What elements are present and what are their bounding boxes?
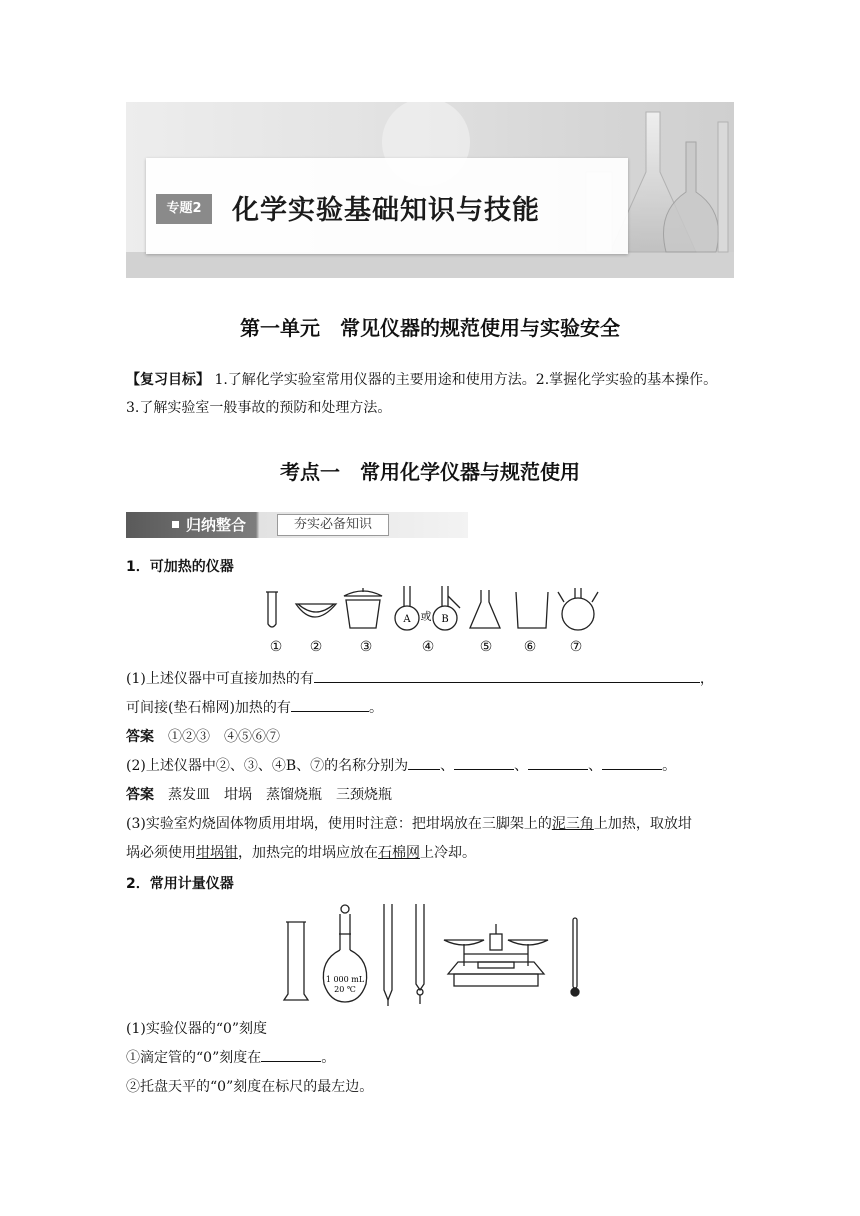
s2-question-1: (1)实验仪器的“0”刻度 [126,1021,268,1037]
answer-1-text: ①②③ ④⑤⑥⑦ [168,729,280,745]
answer-2 [126,784,392,806]
q3-text-d: ，加热完的坩埚应放在 [238,845,378,861]
question-1-end2: 。 [368,700,383,716]
label-6: ⑥ [523,639,537,655]
sep: 、 [588,758,603,774]
review-goals-line2: 3.了解实验室一般事故的预防和处理方法。 [126,400,392,416]
section-bar [126,512,468,538]
crucible-icon [346,600,380,628]
review-goals-text1: 1.了解化学实验室常用仪器的主要用途和使用方法。2.掌握化学实验的基本操作。 [214,372,718,388]
section-bar-left: 归纳整合 [186,516,247,534]
graduated-cylinder-icon [284,922,308,1000]
apparatus-numbers [264,639,604,659]
q3-text-c: 埚必须使用 [126,845,196,861]
question-2 [126,755,676,777]
q1a-end: 。 [321,1050,336,1066]
question-3-line1 [126,813,692,835]
flask-volume-label: 1 000 mL [325,975,365,984]
question-3-line2 [126,842,476,864]
or-label: 或 [420,610,432,623]
question-1-line1 [126,668,714,690]
answer-blank[interactable] [291,697,369,712]
question-1-end: ， [699,671,714,687]
conical-flask-icon [470,590,500,628]
flask-a-label: A [403,614,411,625]
question-2-end: 。 [662,758,677,774]
three-neck-flask-icon [558,588,598,630]
label-7: ⑦ [569,639,583,655]
q3-text-a: (3)实验室灼烧固体物质用坩埚，使用时注意：把坩埚放在三脚架上的 [126,816,552,832]
heatable-apparatus-figure [258,586,610,636]
label-1: ① [269,639,283,655]
question-1-line2 [126,697,383,719]
answer-2-text: 蒸发皿 坩埚 蒸馏烧瓶 三颈烧瓶 [168,787,392,803]
answer-blank[interactable] [314,668,700,683]
point-title: 考点一 常用化学仪器与规范使用 [280,460,580,484]
flask-b-label: B [441,614,449,625]
measuring-instruments-figure [278,904,588,1006]
thermometer-icon [571,918,579,996]
unit-title: 第一单元 常见仪器的规范使用与实验安全 [240,316,620,340]
chapter-tag: 专题2 [156,194,212,224]
s2-question-1b: ②托盘天平的“0”刻度在标尺的最左边。 [126,1079,374,1095]
section2-heading: 2．常用计量仪器 [126,876,234,892]
q3-text-b: 上加热，取放坩 [593,816,692,832]
s2-question-1a [126,1047,335,1069]
answer-blank[interactable] [454,755,514,770]
q3-underline-2: 坩埚钳 [196,845,238,861]
answer-blank[interactable] [528,755,588,770]
question-2-text: (2)上述仪器中②、③、④B、⑦的名称分别为 [126,758,409,774]
answer-label: 答案 [126,729,154,745]
label-2: ② [309,639,323,655]
q3-underline-1: 泥三角 [551,816,594,832]
question-1-text2: 可间接(垫石棉网)加热的有 [126,700,291,716]
chapter-title: 化学实验基础知识与技能 [232,195,540,226]
review-goals-label: 【复习目标】 [126,372,210,388]
section1-heading: 1．可加热的仪器 [126,559,234,575]
q1a-text: ①滴定管的“0”刻度在 [126,1050,262,1066]
flask-temp-label: 20 ℃ [334,985,356,994]
sep: 、 [514,758,529,774]
review-goals-line1 [126,369,717,391]
answer-blank[interactable] [408,755,440,770]
evaporating-dish-icon [296,604,336,617]
section-bar-right: 夯实必备知识 [277,514,389,536]
q3-underline-3: 石棉网 [378,845,420,861]
sep: 、 [440,758,455,774]
question-1-text: (1)上述仪器中可直接加热的有 [126,671,314,687]
square-bullet-icon [172,521,179,528]
label-5: ⑤ [479,639,493,655]
q3-text-e: 上冷却。 [420,845,476,861]
answer-blank[interactable] [602,755,662,770]
test-tube-icon [268,592,276,627]
beaker-icon [516,592,548,628]
answer-blank[interactable] [261,1047,321,1062]
answer-label: 答案 [126,787,154,803]
label-4: ④ [421,639,435,655]
burette-icon [384,904,392,1006]
label-3: ③ [359,639,373,655]
answer-1 [126,726,280,748]
burette-icon [416,904,424,1004]
tray-balance-icon [444,924,548,986]
